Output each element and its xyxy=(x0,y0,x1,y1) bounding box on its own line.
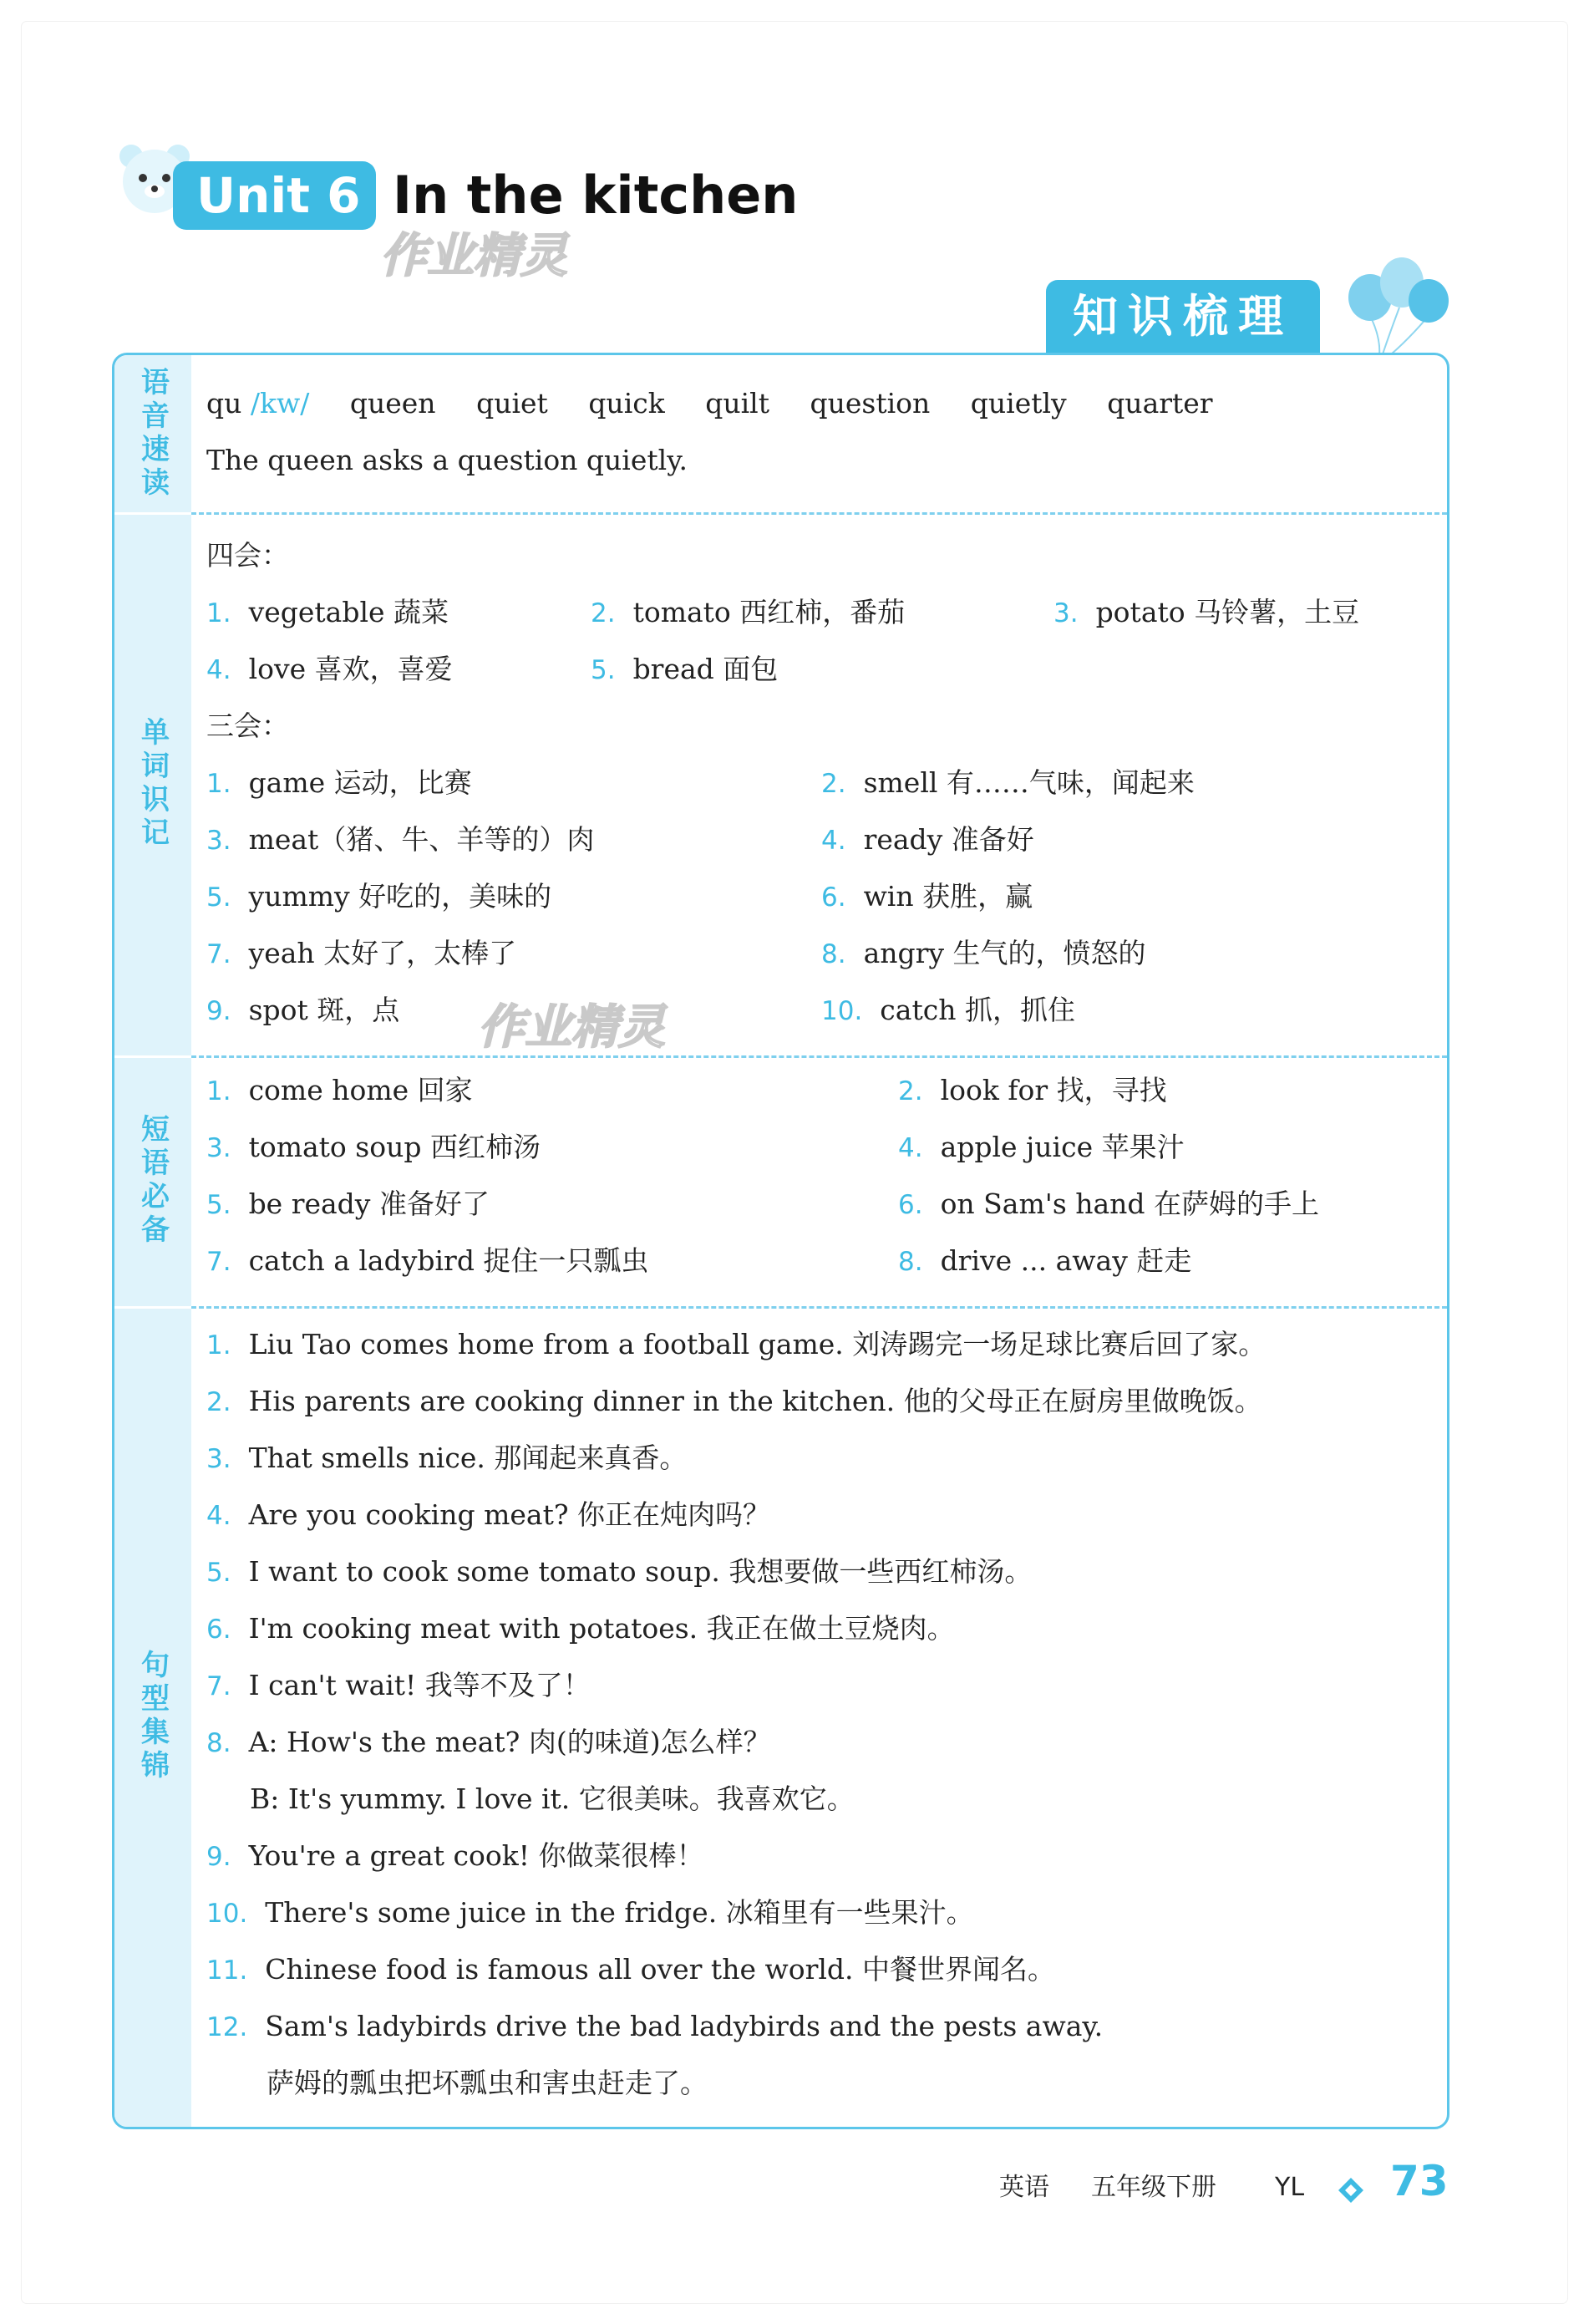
sentence-item: 12. Sam's ladybirds drive the bad ladybirds and the pests away. xyxy=(206,2010,1104,2042)
sentence-item-continued: 萨姆的瓢虫把坏瓢虫和害虫赶走了。 xyxy=(267,2067,708,2099)
sentence-item: 6. I'm cooking meat with potatoes. 我正在做土豆烧肉。 xyxy=(206,1612,955,1645)
sentence-item: 9. You're a great cook! 你做菜很棒！ xyxy=(206,1839,704,1872)
watermark: 作业精灵 xyxy=(478,1000,665,1055)
vocab-item: 1. game 运动，比赛 xyxy=(206,766,472,799)
knowledge-panel xyxy=(112,353,1449,2129)
phonics-words-row xyxy=(206,385,1245,422)
sentence-item: 7. I can't wait! 我等不及了！ xyxy=(206,1669,591,1701)
phrase-item: 8. drive ... away 赶走 xyxy=(898,1244,1192,1277)
watermark: 作业精灵 xyxy=(380,229,567,283)
panel-content xyxy=(191,355,1447,2127)
phonics-sound: /kw/ xyxy=(250,387,310,420)
phrase-item: 7. catch a ladybird 捉住一只瓢虫 xyxy=(206,1244,649,1277)
footer-edition: YL xyxy=(1275,2173,1305,2202)
unit-badge: Unit 6 xyxy=(173,161,376,230)
phonics-letters: qu xyxy=(206,387,242,420)
phonics-word: question xyxy=(810,387,931,420)
vocab-item: 4. ready 准备好 xyxy=(821,823,1034,856)
phonics-word: quietly xyxy=(970,387,1067,420)
vocab-item: 9. spot 斑，点 xyxy=(206,994,400,1026)
sentence-item: 8. A: How's the meat? 肉(的味道)怎么样？ xyxy=(206,1726,771,1758)
vocab-item: 5. yummy 好吃的，美味的 xyxy=(206,880,552,913)
footer-subject: 英语 xyxy=(999,2173,1049,2202)
balloons-icon xyxy=(1337,249,1454,366)
sentence-item: 1. Liu Tao comes home from a football game. 刘涛踢完一场足球比赛后回了家。 xyxy=(206,1328,1267,1360)
sentence-item: 4. Are you cooking meat? 你正在炖肉吗？ xyxy=(206,1498,771,1531)
vocab-four-skills-label: 四会： xyxy=(206,539,289,572)
sidebar-label-sentences: 句型集锦 xyxy=(135,1650,170,1783)
phrase-item: 4. apple juice 苹果汁 xyxy=(898,1131,1185,1163)
vocab-item: 8. angry 生气的，愤怒的 xyxy=(821,937,1146,969)
phrase-item: 5. be ready 准备好了 xyxy=(206,1187,490,1220)
phrase-item: 1. come home 回家 xyxy=(206,1074,473,1106)
vocab-item: 5. bread 面包 xyxy=(591,653,779,685)
sentence-item: 11. Chinese food is famous all over the world. 中餐世界闻名。 xyxy=(206,1953,1056,1986)
sidebar-label-phonics: 语音速读 xyxy=(135,367,170,501)
sentence-item: 3. That smells nice. 那闻起来真香。 xyxy=(206,1442,688,1474)
vocab-item: 3. potato 马铃薯，土豆 xyxy=(1053,596,1360,628)
sidebar-label-vocab: 单词识记 xyxy=(135,717,170,851)
footer-grade: 五年级下册 xyxy=(1091,2173,1216,2202)
phrase-item: 2. look for 找，寻找 xyxy=(898,1074,1167,1106)
vocab-item: 3. meat（猪、牛、羊等的）肉 xyxy=(206,823,595,856)
phonics-word: quick xyxy=(588,387,665,420)
vocab-item: 2. tomato 西红柿，番茄 xyxy=(591,596,906,628)
phonics-word: quilt xyxy=(705,387,769,420)
vocab-item: 10. catch 抓，抓住 xyxy=(821,994,1075,1026)
vocab-item: 7. yeah 太好了，太棒了 xyxy=(206,937,517,969)
sentence-item: 5. I want to cook some tomato soup. 我想要做一些西红柿汤。 xyxy=(206,1555,1033,1588)
phonics-sentence: The queen asks a question quietly. xyxy=(206,444,688,476)
vocab-item: 1. vegetable 蔬菜 xyxy=(206,596,449,628)
phonics-word: queen xyxy=(349,387,436,420)
vocab-item: 6. win 获胜，赢 xyxy=(821,880,1033,913)
vocab-item: 4. love 喜欢，喜爱 xyxy=(206,653,453,685)
vocab-item: 2. smell 有……气味，闻起来 xyxy=(821,766,1195,799)
phonics-word: quarter xyxy=(1107,387,1213,420)
sentence-item: 10. There's some juice in the fridge. 冰箱里有一些果汁。 xyxy=(206,1896,974,1929)
vocab-three-skills-label: 三会： xyxy=(206,709,289,742)
diamond-icon xyxy=(1337,2176,1365,2204)
sidebar-label-phrases: 短语必备 xyxy=(135,1114,170,1248)
page-title: In the kitchen xyxy=(393,165,799,226)
phonics-word: quiet xyxy=(476,387,548,420)
phrase-item: 6. on Sam's hand 在萨姆的手上 xyxy=(898,1187,1320,1220)
sentence-item-continued: B: It's yummy. I love it. 它很美味。我喜欢它。 xyxy=(250,1782,855,1815)
page-number: 73 xyxy=(1390,2157,1449,2205)
phrase-item: 3. tomato soup 西红柿汤 xyxy=(206,1131,541,1163)
sentence-item: 2. His parents are cooking dinner in the kitchen. 他的父母正在厨房里做晚饭。 xyxy=(206,1385,1262,1417)
section-tab: 知识梳理 xyxy=(1046,280,1320,353)
